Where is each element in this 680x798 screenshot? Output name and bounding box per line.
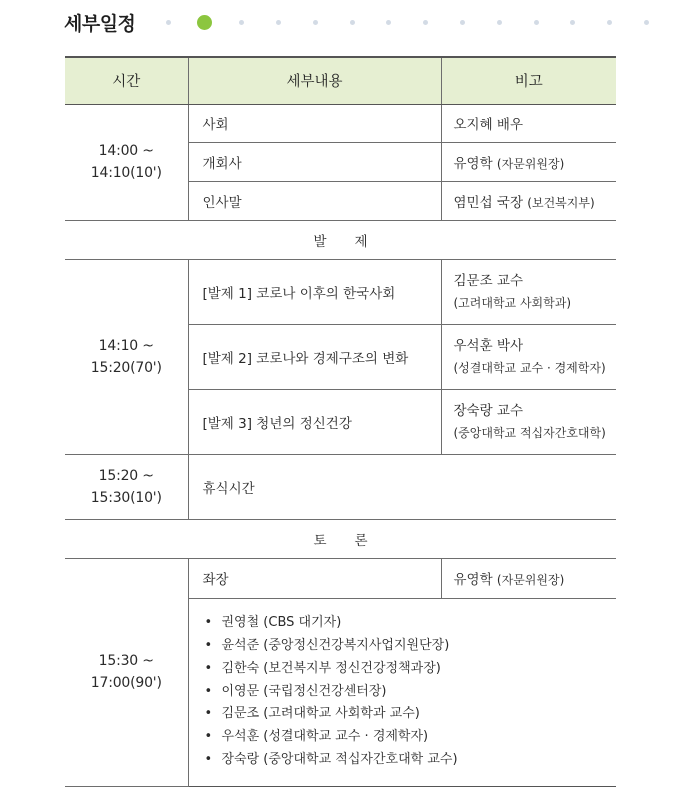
note-name: 김문조 교수 — [453, 272, 523, 289]
page-dot — [534, 20, 539, 25]
section-row-presentation — [65, 220, 616, 259]
page-dot — [276, 20, 281, 25]
note-name: 우석훈 박사 — [453, 337, 523, 354]
list-item: • 장숙랑 (중앙대학교 적십자간호대학 교수) — [203, 749, 617, 772]
table-row — [65, 104, 616, 142]
note-cell — [441, 259, 616, 324]
note-affiliation: (자문위원장) — [496, 573, 565, 587]
column-header-time: 시간 — [65, 57, 188, 104]
note-name: 염민섭 국장 — [453, 194, 523, 211]
page-dot — [570, 20, 575, 25]
item-cell: 사회 — [188, 104, 441, 142]
table-row — [65, 259, 616, 324]
time-start: 15:20 ~ — [98, 467, 154, 484]
time-end: 14:10(10') — [90, 165, 162, 181]
note-cell — [441, 558, 616, 598]
item-cell: [발제 2] 코로나와 경제구조의 변화 — [188, 324, 441, 389]
table-row — [65, 454, 616, 519]
note-cell — [441, 389, 616, 454]
note-cell — [441, 104, 616, 142]
time-start: 14:00 ~ — [98, 143, 154, 159]
note-affiliation: (자문위원장) — [496, 156, 565, 171]
time-end: 15:30(10') — [90, 489, 162, 506]
time-cell-discussion — [65, 558, 188, 786]
time-cell-break — [65, 454, 188, 519]
page-dot — [644, 20, 649, 25]
list-item: • 이영문 (국립정신건강센터장) — [203, 681, 617, 704]
time-cell-presentation — [65, 259, 188, 454]
panelist-cell — [188, 598, 616, 786]
note-name: 오지혜 배우 — [453, 117, 523, 133]
table-header-row — [65, 57, 616, 104]
column-header-note: 비고 — [441, 57, 616, 104]
page-dot — [607, 20, 612, 25]
list-item: • 윤석준 (중앙정신건강복지사업지원단장) — [203, 635, 617, 658]
section-label: 발제 — [65, 220, 616, 259]
schedule-table — [65, 56, 616, 787]
list-item: • 김한숙 (보건복지부 정신건강정책과장) — [203, 658, 617, 681]
item-cell: 개회사 — [188, 142, 441, 181]
page-dot — [313, 20, 318, 25]
note-affiliation: (보건복지부) — [527, 195, 595, 210]
note-cell — [441, 181, 616, 220]
item-cell: 인사말 — [188, 181, 441, 220]
page-dot — [166, 20, 171, 25]
note-affiliation: (고려대학교 사회학과) — [453, 295, 572, 310]
page-dot — [460, 20, 465, 25]
note-name: 유영학 — [453, 572, 493, 588]
page-dot — [350, 20, 355, 25]
page-dot-active — [197, 15, 212, 30]
time-start: 15:30 ~ — [98, 653, 154, 669]
time-end: 17:00(90') — [90, 675, 162, 691]
list-item: • 김문조 (고려대학교 사회학과 교수) — [203, 703, 617, 726]
column-header-item: 세부내용 — [188, 57, 441, 104]
time-cell-opening — [65, 104, 188, 220]
time-start: 14:10 ~ — [98, 337, 154, 354]
table-row — [65, 558, 616, 598]
page-dot — [386, 20, 391, 25]
page-indicator — [160, 13, 680, 33]
page-title: 세부일정 — [64, 13, 136, 35]
page-dot — [423, 20, 428, 25]
note-affiliation: (중앙대학교 적십자간호대학) — [453, 425, 606, 440]
section-row-discussion — [65, 519, 616, 558]
note-name: 유영학 — [453, 155, 493, 172]
section-label: 토론 — [65, 519, 616, 558]
note-affiliation: (성결대학교 교수 · 경제학자) — [453, 360, 606, 375]
note-cell — [441, 324, 616, 389]
note-name: 장숙랑 교수 — [453, 402, 523, 419]
item-cell: 좌장 — [188, 558, 441, 598]
list-item: • 우석훈 (성결대학교 교수 · 경제학자) — [203, 726, 617, 749]
time-end: 15:20(70') — [90, 359, 162, 376]
note-cell — [441, 142, 616, 181]
page-dot — [497, 20, 502, 25]
list-item: • 권영철 (CBS 대기자) — [203, 612, 617, 635]
item-cell: 휴식시간 — [188, 454, 616, 519]
item-cell: [발제 1] 코로나 이후의 한국사회 — [188, 259, 441, 324]
page-dot — [239, 20, 244, 25]
panelist-list — [203, 606, 617, 778]
item-cell: [발제 3] 청년의 정신건강 — [188, 389, 441, 454]
